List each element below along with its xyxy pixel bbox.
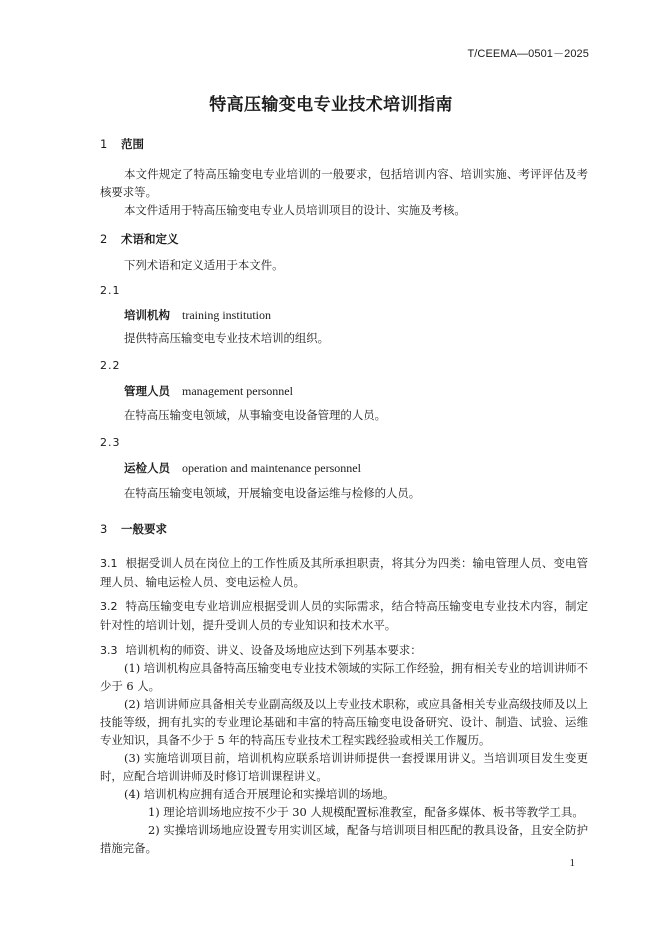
term-number: 2.3 — [100, 436, 121, 449]
list-item: (3) 实施培训项目前，培训机构应联系培训讲师提供一套授课用讲义。当培训项目发生变更时，应配合培训讲师及时修订培训课程讲义。 — [100, 751, 588, 783]
section-title: 范围 — [121, 137, 144, 151]
section-number: 3 — [100, 522, 108, 536]
term-zh: 管理人员 — [124, 384, 170, 398]
clause-text: 特高压输变电专业培训应根据受训人员的实际需求，结合特高压输变电专业技术内容，制定针对性的培训计划，提升受训人员的专业知识和技术水平。 — [100, 599, 588, 632]
term-zh: 培训机构 — [124, 308, 170, 322]
clause-text: 培训机构的师资、讲义、设备及场地应达到下列基本要求： — [125, 643, 422, 657]
clause-number: 3.2 — [100, 600, 118, 613]
term-number: 2.1 — [100, 284, 121, 297]
term-en: training institution — [182, 308, 271, 322]
term-definition: 在特高压输变电领域，从事输变电设备管理的人员。 — [124, 408, 386, 422]
paragraph: 本文件适用于特高压输变电专业人员培训项目的设计、实施及考核。 — [124, 203, 466, 217]
section-3-heading — [100, 521, 167, 537]
page-number: 1 — [569, 857, 575, 869]
clause-number: 3.1 — [100, 557, 118, 570]
standard-code: T/CEEMA—0501－2025 — [467, 48, 589, 60]
clause-3-2 — [100, 597, 588, 634]
list-item: (2) 培训讲师应具备相关专业副高级及以上专业技术职称，或应具备相关专业高级技师及以上技能等级，拥有扎实的专业理论基础和丰富的特高压输变电设备研究、设计、制造、试验、运维专业知识，具备不少于 5 年的特高压专业技术工程实践经验或相关工作履历。 — [100, 697, 588, 747]
sub-list-item: 2) 实操培训场地应设置专用实训区域，配备与培训项目相匹配的教具设备，且安全防护措施完备。 — [100, 823, 588, 855]
document-title: 特高压输变电专业技术培训指南 — [209, 95, 453, 115]
section-number: 1 — [100, 137, 108, 151]
term-definition: 提供特高压输变电专业技术培训的组织。 — [124, 331, 330, 345]
term-en: operation and maintenance personnel — [182, 461, 361, 475]
clause-3-1 — [100, 554, 588, 591]
clause-text: 根据受训人员在岗位上的工作性质及其所承担职责，将其分为四类：输电管理人员、变电管理人员、输电运检人员、变电运检人员。 — [100, 556, 588, 589]
clause-number: 3.3 — [100, 644, 118, 657]
section-1-heading — [100, 136, 144, 152]
term-en: management personnel — [182, 384, 293, 398]
paragraph: 下列术语和定义适用于本文件。 — [124, 258, 284, 272]
section-2-heading — [100, 231, 179, 247]
list-item: (1) 培训机构应具备特高压输变电专业技术领域的实际工作经验，拥有相关专业的培训讲师不少于 6 人。 — [100, 661, 588, 693]
list-item: (4) 培训机构应拥有适合开展理论和实操培训的场地。 — [124, 787, 395, 801]
term-definition: 在特高压输变电领域，开展输变电设备运维与检修的人员。 — [124, 486, 421, 500]
term-zh: 运检人员 — [124, 461, 170, 475]
paragraph: 本文件规定了特高压输变电专业培训的一般要求，包括培训内容、培训实施、考评评估及考核要求等。 — [100, 167, 588, 199]
section-number: 2 — [100, 232, 108, 246]
term-entry — [124, 383, 293, 399]
section-title: 一般要求 — [121, 522, 167, 536]
section-title: 术语和定义 — [121, 232, 179, 246]
term-entry — [124, 307, 271, 323]
clause-3-3 — [100, 641, 588, 660]
term-entry — [124, 460, 361, 476]
sub-list-item: 1) 理论培训场地应按不少于 30 人规模配置标准教室，配备多媒体、板书等教学工具。 — [148, 805, 584, 819]
term-number: 2.2 — [100, 359, 121, 372]
